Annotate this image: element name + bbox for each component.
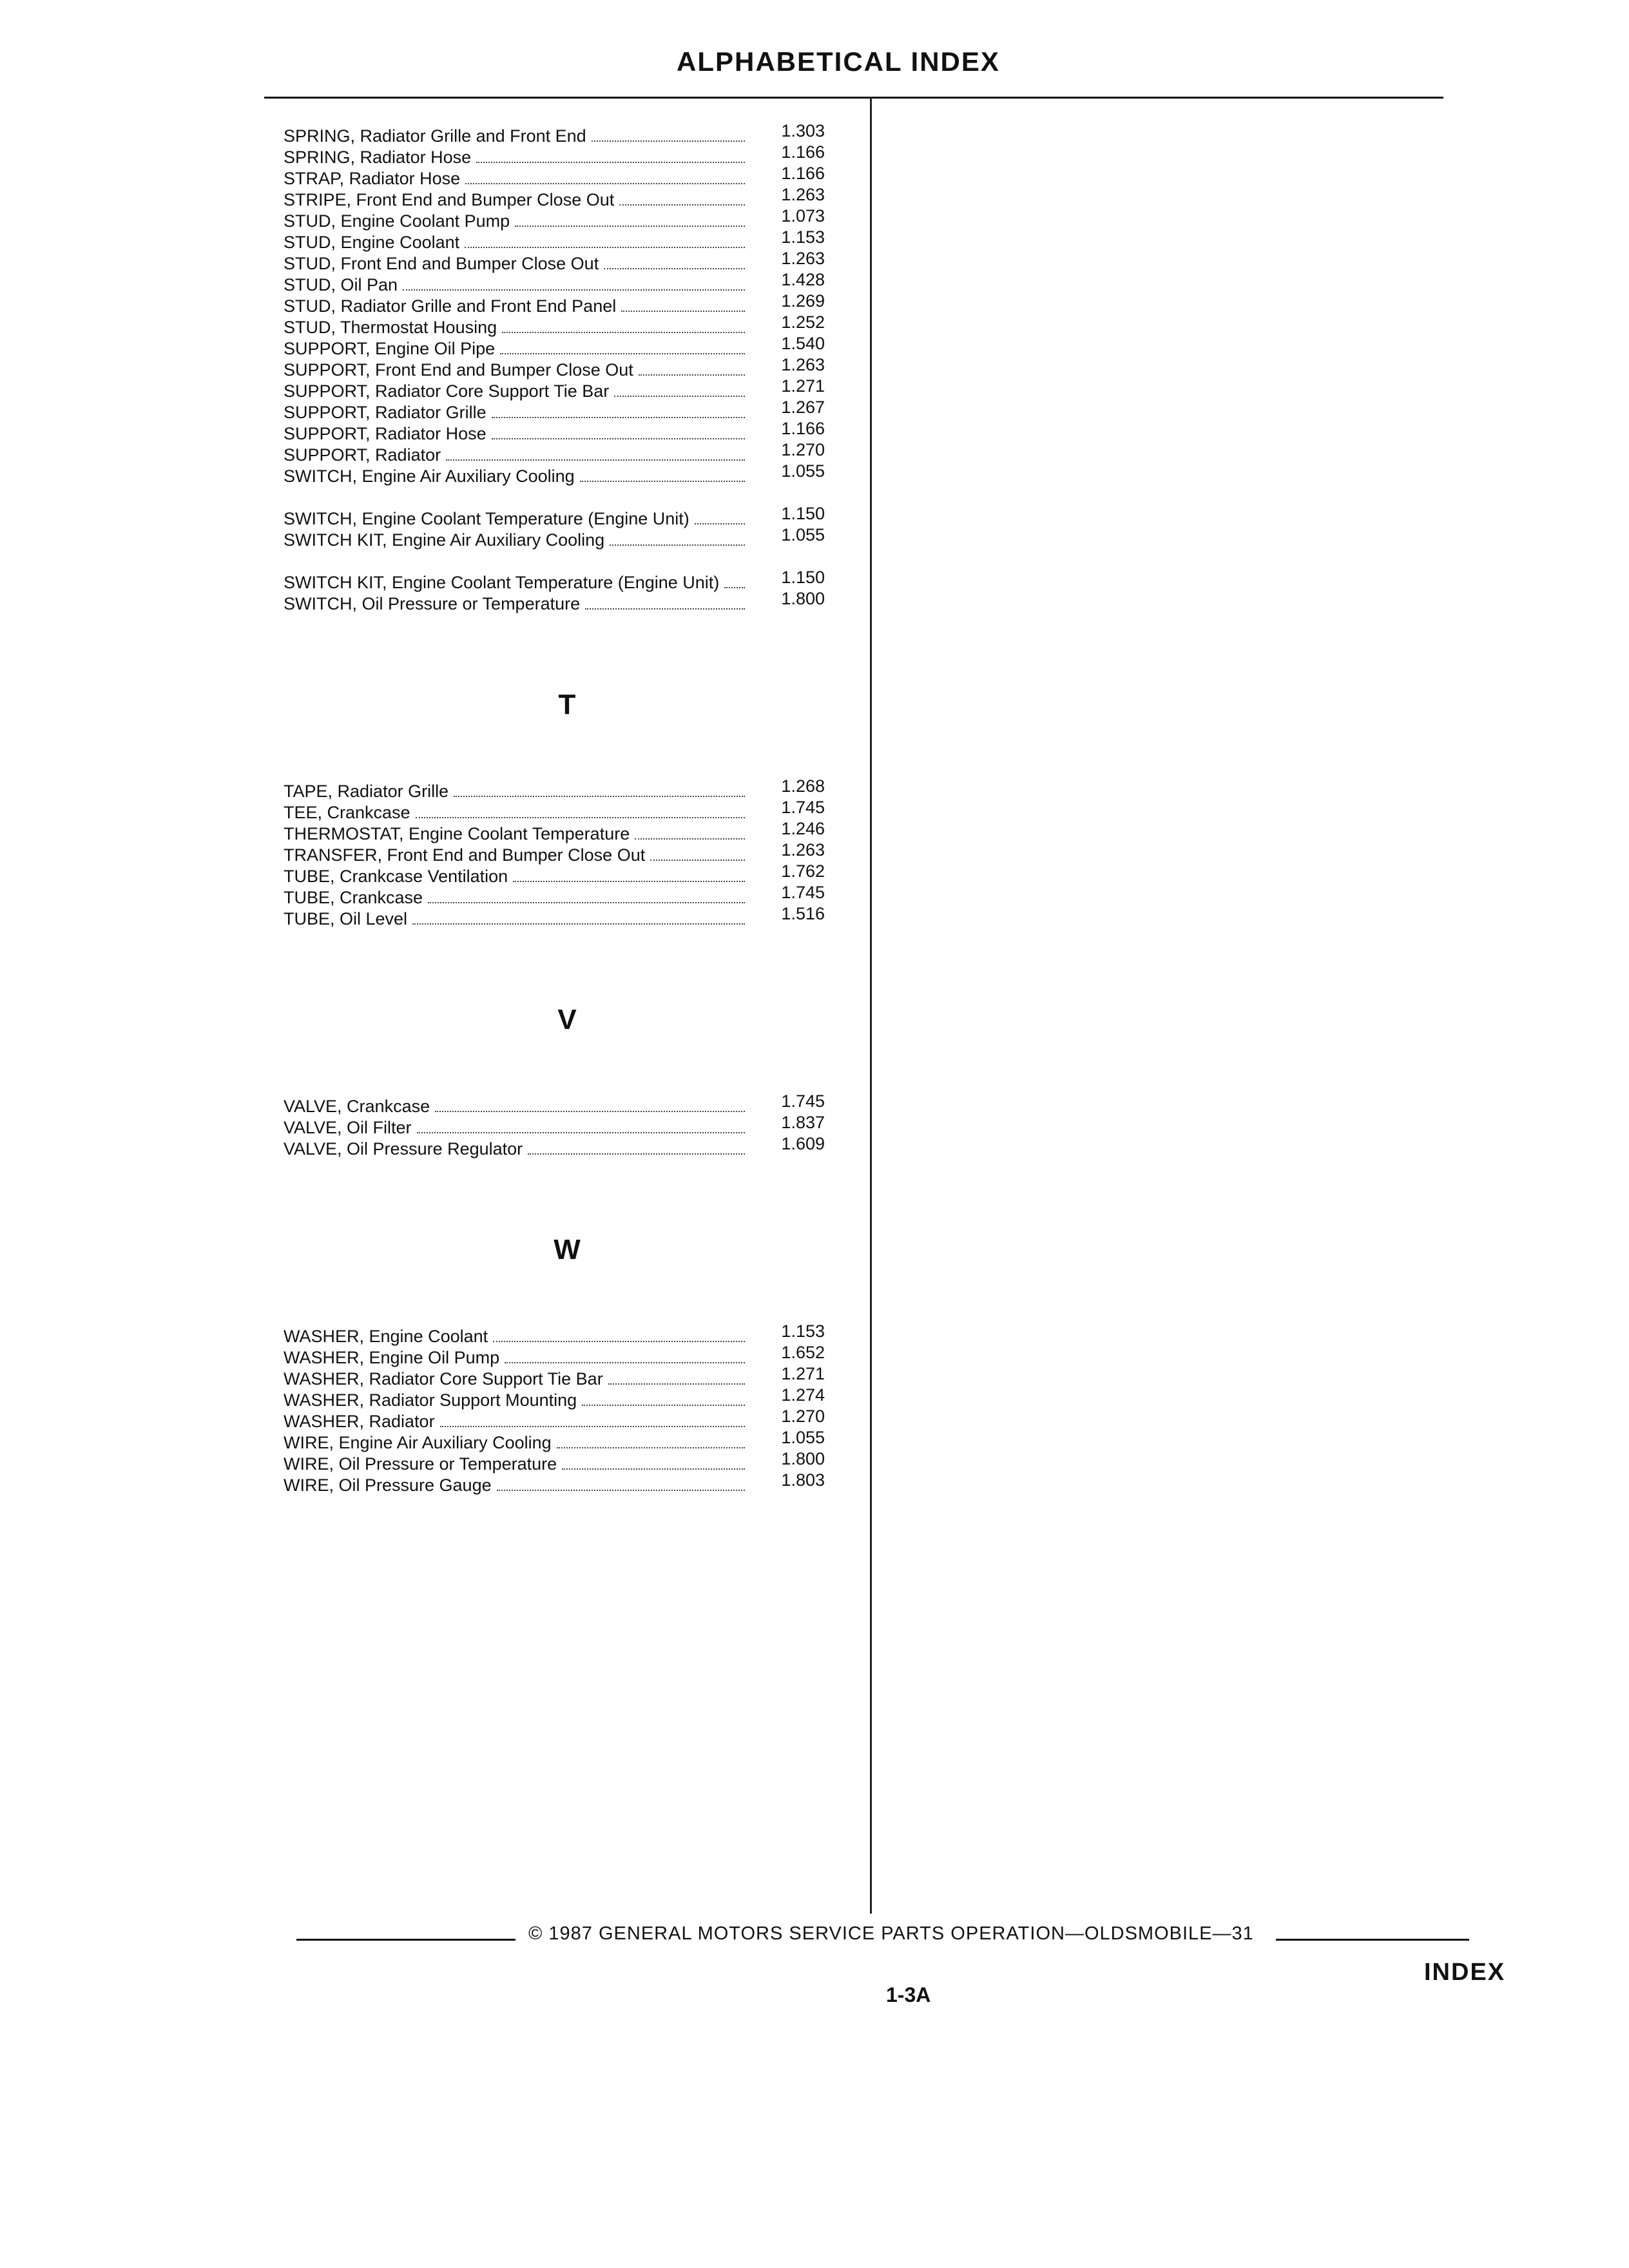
- page-title: ALPHABETICAL INDEX: [677, 46, 1000, 77]
- entry-label: SUPPORT, Radiator Hose: [284, 424, 487, 443]
- entry-page-number: 1.073: [781, 206, 825, 226]
- entry-label: SWITCH KIT, Engine Coolant Temperature (Engine Unit): [284, 573, 720, 592]
- dot-leader: [608, 1383, 745, 1385]
- entry-label: THERMOSTAT, Engine Coolant Temperature: [284, 824, 630, 843]
- index-section: [284, 679, 863, 930]
- entry-page-number: 1.762: [781, 861, 825, 881]
- entry-page-number: 1.153: [781, 1321, 825, 1341]
- entry-label: TUBE, Oil Level: [284, 909, 408, 928]
- dot-leader: [492, 417, 745, 418]
- entry-page-number: 1.269: [781, 291, 825, 311]
- entry-page-number: 1.609: [781, 1134, 825, 1153]
- dot-leader: [635, 838, 745, 840]
- entry-label: VALVE, Crankcase: [284, 1097, 430, 1116]
- dot-leader: [416, 817, 745, 818]
- entry-label: WASHER, Engine Oil Pump: [284, 1348, 500, 1367]
- entry-label: SUPPORT, Engine Oil Pipe: [284, 339, 496, 358]
- entry-label: TUBE, Crankcase: [284, 888, 423, 907]
- entry-label: WIRE, Oil Pressure or Temperature: [284, 1454, 557, 1474]
- index-entry: [284, 1470, 863, 1496]
- dot-leader: [695, 523, 745, 524]
- entry-label: SPRING, Radiator Grille and Front End: [284, 126, 586, 146]
- entry-page-number: 1.745: [781, 883, 825, 902]
- copyright-text: © 1987 GENERAL MOTORS SERVICE PARTS OPERATION—OLDSMOBILE—31: [528, 1923, 1254, 1944]
- dot-leader: [582, 1405, 745, 1406]
- entry-label: WASHER, Radiator: [284, 1412, 435, 1431]
- entry-label: SWITCH, Oil Pressure or Temperature: [284, 594, 581, 613]
- index-section: [284, 121, 863, 615]
- dot-leader: [528, 1153, 745, 1155]
- entry-label: SWITCH, Engine Air Auxiliary Cooling: [284, 466, 575, 486]
- dot-leader: [585, 608, 745, 610]
- entry-page-number: 1.428: [781, 270, 825, 289]
- entry-page-number: 1.055: [781, 525, 825, 544]
- index-entry: [284, 487, 863, 530]
- entry-label: TEE, Crankcase: [284, 803, 410, 822]
- entry-page-number: 1.263: [781, 185, 825, 204]
- dot-leader: [500, 353, 745, 354]
- dot-leader: [610, 544, 745, 546]
- dot-leader: [403, 289, 745, 291]
- index-section: [284, 994, 863, 1160]
- entry-page-number: 1.252: [781, 312, 825, 332]
- entry-page-number: 1.803: [781, 1470, 825, 1490]
- entry-label: SUPPORT, Radiator Grille: [284, 403, 487, 422]
- entry-label: WASHER, Radiator Support Mounting: [284, 1390, 577, 1410]
- index-entry: [284, 1134, 863, 1160]
- entry-page-number: 1.800: [781, 589, 825, 608]
- entry-label: VALVE, Oil Pressure Regulator: [284, 1139, 523, 1158]
- dot-leader: [492, 438, 745, 439]
- dot-leader: [446, 459, 745, 461]
- dot-leader: [476, 162, 745, 163]
- entry-label: STUD, Engine Coolant: [284, 233, 460, 252]
- page-number: 1-3A: [886, 1983, 931, 2006]
- index-entry: [284, 551, 863, 593]
- index-entry: [284, 589, 863, 615]
- entry-page-number: 1.652: [781, 1343, 825, 1362]
- entry-page-number: 1.303: [781, 121, 825, 140]
- dot-leader: [497, 1490, 745, 1491]
- entry-label: WIRE, Oil Pressure Gauge: [284, 1475, 492, 1495]
- entry-page-number: 1.267: [781, 398, 825, 417]
- entry-page-number: 1.150: [781, 504, 825, 523]
- entry-page-number: 1.166: [781, 142, 825, 162]
- entry-label: STUD, Thermostat Housing: [284, 318, 497, 337]
- index-entry: [284, 525, 863, 551]
- entry-page-number: 1.516: [781, 904, 825, 923]
- entry-label: WIRE, Engine Air Auxiliary Cooling: [284, 1433, 552, 1452]
- dot-leader: [465, 247, 745, 248]
- dot-leader: [604, 268, 745, 269]
- dot-leader: [650, 860, 745, 861]
- dot-leader: [621, 311, 745, 312]
- dot-leader: [502, 332, 745, 333]
- footer-rule-right: [1276, 1939, 1469, 1941]
- entry-label: STUD, Radiator Grille and Front End Panel: [284, 296, 617, 316]
- entry-page-number: 1.837: [781, 1113, 825, 1132]
- entry-page-number: 1.263: [781, 840, 825, 860]
- entry-label: SUPPORT, Front End and Bumper Close Out: [284, 360, 633, 380]
- index-section: [284, 1224, 863, 1496]
- index-entry: [284, 904, 863, 930]
- header-rule: [264, 97, 1443, 99]
- entry-label: SUPPORT, Radiator Core Support Tie Bar: [284, 381, 610, 401]
- entry-label: TAPE, Radiator Grille: [284, 782, 449, 801]
- dot-leader: [412, 923, 745, 925]
- section-letter: V: [557, 1004, 577, 1035]
- entry-page-number: 1.153: [781, 227, 825, 247]
- dot-leader: [465, 183, 745, 184]
- entry-label: SPRING, Radiator Hose: [284, 148, 472, 167]
- entry-page-number: 1.246: [781, 819, 825, 838]
- entry-page-number: 1.166: [781, 164, 825, 183]
- entry-page-number: 1.150: [781, 568, 825, 587]
- entry-label: STRIPE, Front End and Bumper Close Out: [284, 190, 615, 209]
- footer: [296, 1923, 1469, 1956]
- entry-page-number: 1.270: [781, 440, 825, 459]
- section-letter: W: [554, 1234, 581, 1265]
- dot-leader: [515, 226, 745, 227]
- dot-leader: [724, 587, 745, 588]
- entry-page-number: 1.055: [781, 1428, 825, 1447]
- entry-label: VALVE, Oil Filter: [284, 1118, 412, 1137]
- index-section-tag: INDEX: [1424, 1959, 1506, 1986]
- dot-leader: [493, 1341, 745, 1342]
- entry-page-number: 1.263: [781, 249, 825, 268]
- footer-rule-left: [296, 1939, 516, 1941]
- entry-label: STUD, Oil Pan: [284, 275, 398, 294]
- dot-leader: [557, 1447, 745, 1448]
- entry-page-number: 1.270: [781, 1407, 825, 1426]
- entry-label: WASHER, Radiator Core Support Tie Bar: [284, 1369, 603, 1389]
- dot-leader: [417, 1132, 745, 1133]
- dot-leader: [435, 1111, 745, 1112]
- entry-label: TRANSFER, Front End and Bumper Close Out: [284, 845, 646, 865]
- entry-label: SWITCH, Engine Coolant Temperature (Engine Unit): [284, 509, 689, 528]
- dot-leader: [614, 396, 745, 397]
- dot-leader: [562, 1468, 745, 1470]
- dot-leader: [440, 1426, 745, 1427]
- entry-page-number: 1.055: [781, 461, 825, 481]
- entry-label: STUD, Engine Coolant Pump: [284, 211, 510, 231]
- dot-leader: [619, 204, 745, 206]
- entry-page-number: 1.745: [781, 1091, 825, 1111]
- entry-label: SWITCH KIT, Engine Air Auxiliary Cooling: [284, 530, 605, 550]
- entry-page-number: 1.800: [781, 1449, 825, 1468]
- entry-label: STUD, Front End and Bumper Close Out: [284, 254, 599, 273]
- dot-leader: [454, 796, 745, 797]
- dot-leader: [428, 902, 745, 903]
- index-entry: [284, 461, 863, 487]
- entry-page-number: 1.263: [781, 355, 825, 374]
- dot-leader: [639, 374, 745, 376]
- entry-page-number: 1.271: [781, 376, 825, 396]
- dot-leader: [592, 140, 745, 142]
- index-list: [284, 121, 863, 1496]
- entry-page-number: 1.540: [781, 334, 825, 353]
- dot-leader: [580, 481, 745, 482]
- entry-label: SUPPORT, Radiator: [284, 445, 441, 465]
- entry-label: TUBE, Crankcase Ventilation: [284, 867, 508, 886]
- column-divider: [870, 97, 872, 1914]
- entry-page-number: 1.745: [781, 798, 825, 817]
- dot-leader: [513, 881, 745, 882]
- entry-label: STRAP, Radiator Hose: [284, 169, 461, 188]
- entry-page-number: 1.274: [781, 1385, 825, 1405]
- entry-page-number: 1.271: [781, 1364, 825, 1383]
- entry-label: WASHER, Engine Coolant: [284, 1327, 488, 1346]
- dot-leader: [505, 1362, 745, 1363]
- entry-page-number: 1.268: [781, 776, 825, 796]
- section-letter: T: [558, 689, 576, 720]
- entry-page-number: 1.166: [781, 419, 825, 438]
